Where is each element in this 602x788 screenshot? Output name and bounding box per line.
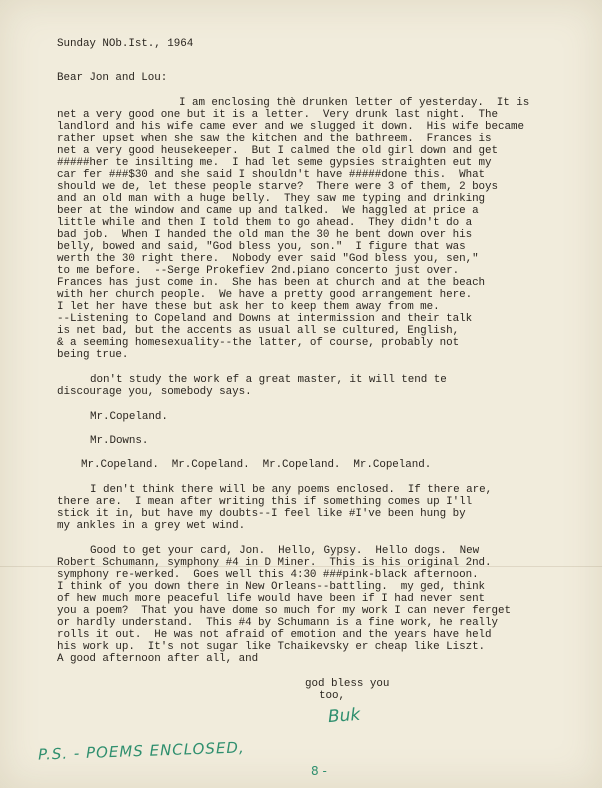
- text-line: --Listening to Copeland and Downs at intermission and their talk: [57, 313, 473, 325]
- text-line: stick it in, but have my doubts--I feel like #I've been hung by: [57, 508, 466, 520]
- handwritten-postscript: P.S. - POEMS ENCLOSED,: [37, 738, 246, 764]
- text-line: beer at the window and came up and talked. We haggled at price a: [57, 205, 479, 217]
- text-line: rolls it out. He was not afraid of emotion and the years have held: [57, 629, 492, 641]
- text-line: I think of you down there in New Orleans--battling. my ged, think: [57, 581, 486, 593]
- text-line: to me before. --Serge Prokefiev 2nd.piano concerto just over.: [57, 265, 460, 277]
- handwritten-signature: Buk: [327, 704, 361, 728]
- text-line: Robert Schumann, symphony #4 in D Miner. This is his original 2nd.: [57, 557, 492, 569]
- text-line: my ankles in a grey wet wind.: [57, 520, 246, 532]
- text-line: should we de, let these people starve? There were 3 of them, 2 boys: [57, 181, 499, 193]
- text-line: Frances has just come in. She has been at church and at the beach: [57, 277, 486, 289]
- text-line: and an old man with a huge belly. They saw me typing and drinking: [57, 193, 486, 205]
- text-line: I am enclosing thè drunken letter of yesterday. It is: [179, 97, 530, 109]
- text-line: there are. I mean after writing this if something comes up I'll: [57, 496, 473, 508]
- page-number: 8 -: [311, 764, 327, 778]
- text-line: Good to get your card, Jon. Hello, Gypsy. Hello dogs. New: [90, 545, 480, 557]
- text-line: is net bad, but the accents as usual all se cultured, English,: [57, 325, 460, 337]
- text-line: with her church people. We have a pretty good arrangement here.: [57, 289, 473, 301]
- text-line: landlord and his wife came ever and we slugged it down. His wife became: [57, 121, 524, 133]
- text-line: discourage you, somebody says.: [57, 386, 252, 398]
- text-line: car fer ###$30 and she said I shouldn't have #####done this. What: [57, 169, 486, 181]
- text-line: symphony re-werked. Goes well this 4:30 ###pink-black afternoon.: [57, 569, 479, 581]
- text-line: & a seeming homesexuality--the latter, of course, probably not: [57, 337, 460, 349]
- closing-line: too,: [319, 690, 345, 702]
- text-line: net a very good heusekeeper. But I calmed the old girl down and get: [57, 145, 499, 157]
- text-line: net a very good one but it is a letter. Very drunk last night. The: [57, 109, 499, 121]
- text-line: bad job. When I handed the old man the 30 he bent down over his: [57, 229, 473, 241]
- text-line: little while and then I told them to go ahead. They didn't do a: [57, 217, 473, 229]
- salutation: Bear Jon and Lou:: [57, 72, 168, 84]
- text-line: or hardly understand. This #4 by Schumann is a fine work, he really: [57, 617, 499, 629]
- name-line-downs: Mr.Downs.: [90, 435, 149, 447]
- text-line: of hew much more peaceful life would have been if I had never sent: [57, 593, 486, 605]
- text-line: I let her have these but ask her to keep them away from me.: [57, 301, 440, 313]
- text-line: I den't think there will be any poems enclosed. If there are,: [90, 484, 493, 496]
- text-line: you a poem? That you have dome so much for my work I can never ferget: [57, 605, 511, 617]
- text-line: werth the 30 right there. Nobody ever said "God bless you, sen,": [57, 253, 479, 265]
- closing-line: god bless you: [305, 678, 390, 690]
- text-line: being true.: [57, 349, 129, 361]
- text-line: rather upset when she saw the kitchen and the bathreem. Frances is: [57, 133, 492, 145]
- text-line: A good afternoon after all, and: [57, 653, 259, 665]
- letter-date: Sunday NOb.Ist., 1964: [57, 38, 194, 50]
- name-line-copeland: Mr.Copeland.: [90, 411, 168, 423]
- text-line: don't study the work ef a great master, it will tend te: [90, 374, 447, 386]
- text-line: belly, bowed and said, "God bless you, son." I figure that was: [57, 241, 466, 253]
- name-line-repeated: Mr.Copeland. Mr.Copeland. Mr.Copeland. Mr.Copeland.: [81, 459, 432, 471]
- text-line: his work up. It's not sugar like Tchaikevsky er cheap like Liszt.: [57, 641, 486, 653]
- text-line: #####her te insilting me. I had let seme gypsies straighten eut my: [57, 157, 492, 169]
